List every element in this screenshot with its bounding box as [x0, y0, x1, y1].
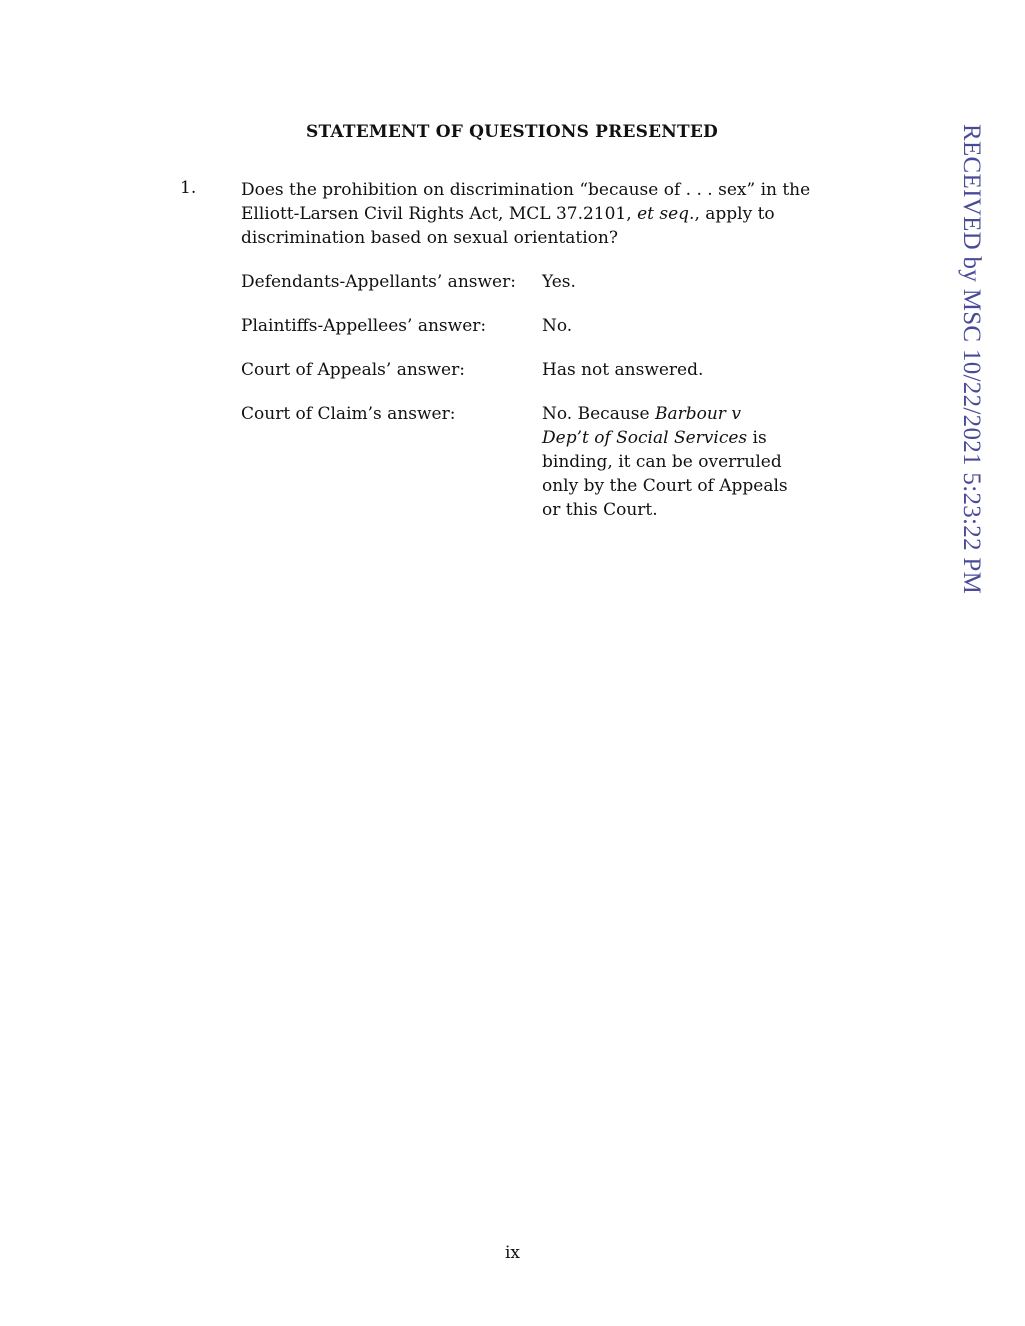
question-number: 1. — [180, 178, 197, 198]
question-text-part1: Does the prohibition on discrimination “because of . . . sex” in the Elliott-Larsen Civil Rights Act, MCL 37.2101, — [241, 180, 811, 224]
answer-value-part2: is binding, it can be overruled only by the Court of Appeals or this Court. — [542, 428, 788, 520]
answer-value: Has not answered. — [542, 360, 704, 380]
case-citation: Barbour v Dep’t of Social Services — [542, 404, 748, 448]
answer-label: Defendants-Appellants’ answer: — [241, 272, 516, 292]
answer-value: No. — [542, 316, 573, 336]
answer-value-part1: No. Because — [542, 404, 655, 424]
page-number: ix — [504, 1243, 521, 1263]
received-stamp: RECEIVED by MSC 10/22/2021 5:23:22 PM — [958, 124, 985, 595]
answer-value — [542, 402, 792, 522]
section-heading: STATEMENT OF QUESTIONS PRESENTED — [306, 122, 718, 142]
question-text-italic: et seq. — [637, 204, 695, 224]
answer-label: Court of Appeals’ answer: — [241, 360, 465, 380]
question-text — [241, 178, 861, 250]
question-text-part2: , apply to discrimination based on sexual orientation? — [241, 204, 775, 248]
answer-value: Yes. — [542, 272, 576, 292]
answer-label: Plaintiffs-Appellees’ answer: — [241, 316, 487, 336]
answer-label: Court of Claim’s answer: — [241, 404, 456, 424]
